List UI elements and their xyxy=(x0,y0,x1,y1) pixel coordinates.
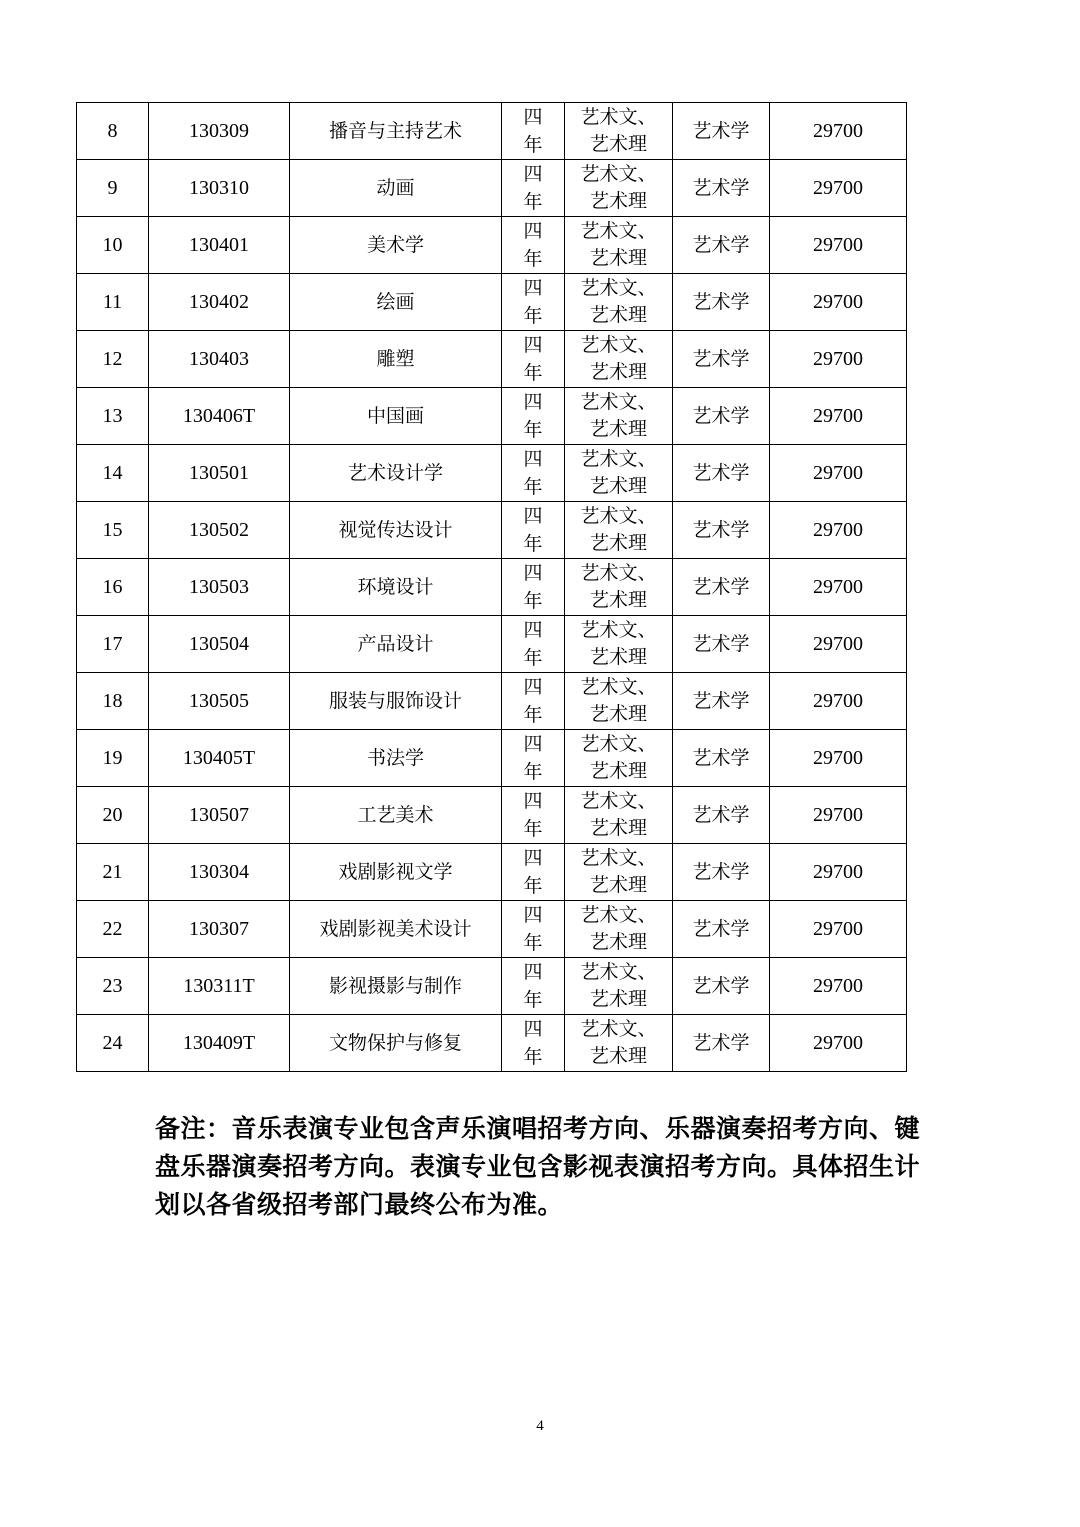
table-row xyxy=(77,445,907,502)
degree-cell: 艺术学 xyxy=(673,217,770,274)
major-code-cell: 130304 xyxy=(149,844,290,901)
subject-category-cell xyxy=(565,331,673,388)
degree-cell: 艺术学 xyxy=(673,616,770,673)
degree-cell: 艺术学 xyxy=(673,388,770,445)
table-row xyxy=(77,1015,907,1072)
duration-line: 年 xyxy=(523,191,543,213)
major-name-cell: 产品设计 xyxy=(290,616,502,673)
major-name-cell: 中国画 xyxy=(290,388,502,445)
duration-line: 年 xyxy=(523,818,543,840)
major-name-cell: 服装与服饰设计 xyxy=(290,673,502,730)
table-row xyxy=(77,217,907,274)
major-name-cell: 书法学 xyxy=(290,730,502,787)
major-code-cell: 130409T xyxy=(149,1015,290,1072)
subject-line: 艺术理 xyxy=(589,247,647,269)
subject-line: 艺术文、 xyxy=(580,106,657,128)
duration-line: 四 xyxy=(523,619,543,641)
tuition-fee-cell: 29700 xyxy=(770,103,907,160)
table-row xyxy=(77,616,907,673)
degree-cell: 艺术学 xyxy=(673,559,770,616)
tuition-fee-cell: 29700 xyxy=(770,502,907,559)
page-number: 4 xyxy=(536,1418,544,1434)
tuition-fee-cell: 29700 xyxy=(770,217,907,274)
duration-line: 四 xyxy=(523,562,543,584)
degree-cell: 艺术学 xyxy=(673,958,770,1015)
duration-line: 年 xyxy=(523,533,543,555)
degree-cell: 艺术学 xyxy=(673,502,770,559)
tuition-fee-cell: 29700 xyxy=(770,787,907,844)
subject-line: 艺术文、 xyxy=(580,505,657,527)
remark-note: 备注：音乐表演专业包含声乐演唱招考方向、乐器演奏招考方向、键盘乐器演奏招考方向。表演专业包含影视表演招考方向。具体招生计划以各省级招考部门最终公布为准。 xyxy=(155,1114,921,1219)
duration-line: 四 xyxy=(523,733,543,755)
subject-line: 艺术理 xyxy=(589,988,647,1010)
duration-line: 年 xyxy=(523,704,543,726)
duration-line: 年 xyxy=(523,875,543,897)
duration-cell xyxy=(502,217,565,274)
major-code-cell: 130405T xyxy=(149,730,290,787)
duration-line: 四 xyxy=(523,505,543,527)
subject-line: 艺术理 xyxy=(589,931,647,953)
duration-line: 年 xyxy=(523,305,543,327)
tuition-fee-cell: 29700 xyxy=(770,331,907,388)
subject-line: 艺术文、 xyxy=(580,277,657,299)
subject-category-cell xyxy=(565,844,673,901)
table-row xyxy=(77,559,907,616)
duration-line: 四 xyxy=(523,847,543,869)
subject-line: 艺术文、 xyxy=(580,847,657,869)
duration-line: 年 xyxy=(523,476,543,498)
duration-cell xyxy=(502,901,565,958)
duration-line: 四 xyxy=(523,277,543,299)
row-number-cell: 14 xyxy=(77,445,149,502)
major-code-cell: 130310 xyxy=(149,160,290,217)
subject-line: 艺术理 xyxy=(589,304,647,326)
duration-line: 四 xyxy=(523,220,543,242)
row-number-cell: 9 xyxy=(77,160,149,217)
major-name-cell: 播音与主持艺术 xyxy=(290,103,502,160)
table-row xyxy=(77,160,907,217)
subject-category-cell xyxy=(565,787,673,844)
row-number-cell: 12 xyxy=(77,331,149,388)
duration-cell xyxy=(502,730,565,787)
major-name-cell: 文物保护与修复 xyxy=(290,1015,502,1072)
subject-line: 艺术文、 xyxy=(580,961,657,983)
duration-cell xyxy=(502,673,565,730)
table-row xyxy=(77,844,907,901)
tuition-fee-cell: 29700 xyxy=(770,673,907,730)
duration-line: 四 xyxy=(523,961,543,983)
duration-cell xyxy=(502,160,565,217)
row-number-cell: 22 xyxy=(77,901,149,958)
duration-cell xyxy=(502,844,565,901)
row-number-cell: 23 xyxy=(77,958,149,1015)
major-code-cell: 130505 xyxy=(149,673,290,730)
table-row xyxy=(77,331,907,388)
row-number-cell: 18 xyxy=(77,673,149,730)
duration-line: 年 xyxy=(523,590,543,612)
degree-cell: 艺术学 xyxy=(673,103,770,160)
duration-cell xyxy=(502,616,565,673)
tuition-fee-cell: 29700 xyxy=(770,559,907,616)
duration-line: 四 xyxy=(523,1018,543,1040)
row-number-cell: 21 xyxy=(77,844,149,901)
subject-category-cell xyxy=(565,160,673,217)
subject-category-cell xyxy=(565,388,673,445)
table-row xyxy=(77,274,907,331)
table-row xyxy=(77,673,907,730)
duration-cell xyxy=(502,502,565,559)
degree-cell: 艺术学 xyxy=(673,673,770,730)
degree-cell: 艺术学 xyxy=(673,274,770,331)
duration-line: 年 xyxy=(523,989,543,1011)
tuition-fee-cell: 29700 xyxy=(770,844,907,901)
major-name-cell: 雕塑 xyxy=(290,331,502,388)
subject-line: 艺术文、 xyxy=(580,334,657,356)
subject-line: 艺术理 xyxy=(589,361,647,383)
tuition-fee-cell: 29700 xyxy=(770,616,907,673)
major-name-cell: 戏剧影视美术设计 xyxy=(290,901,502,958)
major-code-cell: 130402 xyxy=(149,274,290,331)
subject-line: 艺术文、 xyxy=(580,448,657,470)
duration-line: 年 xyxy=(523,362,543,384)
table-row xyxy=(77,388,907,445)
subject-line: 艺术理 xyxy=(589,703,647,725)
subject-category-cell xyxy=(565,616,673,673)
duration-line: 四 xyxy=(523,106,543,128)
subject-line: 艺术理 xyxy=(589,760,647,782)
subject-category-cell xyxy=(565,958,673,1015)
subject-category-cell xyxy=(565,730,673,787)
row-number-cell: 20 xyxy=(77,787,149,844)
duration-line: 四 xyxy=(523,790,543,812)
tuition-fee-cell: 29700 xyxy=(770,730,907,787)
major-code-cell: 130504 xyxy=(149,616,290,673)
duration-cell xyxy=(502,445,565,502)
row-number-cell: 24 xyxy=(77,1015,149,1072)
duration-line: 年 xyxy=(523,647,543,669)
duration-line: 四 xyxy=(523,904,543,926)
tuition-fee-cell: 29700 xyxy=(770,160,907,217)
duration-line: 年 xyxy=(523,761,543,783)
subject-line: 艺术文、 xyxy=(580,562,657,584)
major-code-cell: 130311T xyxy=(149,958,290,1015)
duration-line: 年 xyxy=(523,248,543,270)
duration-cell xyxy=(502,274,565,331)
tuition-fee-cell: 29700 xyxy=(770,901,907,958)
subject-category-cell xyxy=(565,103,673,160)
degree-cell: 艺术学 xyxy=(673,787,770,844)
duration-line: 四 xyxy=(523,391,543,413)
subject-line: 艺术理 xyxy=(589,190,647,212)
major-code-cell: 130403 xyxy=(149,331,290,388)
major-name-cell: 艺术设计学 xyxy=(290,445,502,502)
tuition-fee-cell: 29700 xyxy=(770,274,907,331)
tuition-fee-cell: 29700 xyxy=(770,445,907,502)
major-code-cell: 130307 xyxy=(149,901,290,958)
subject-line: 艺术文、 xyxy=(580,904,657,926)
major-name-cell: 影视摄影与制作 xyxy=(290,958,502,1015)
duration-cell xyxy=(502,103,565,160)
tuition-fee-cell: 29700 xyxy=(770,958,907,1015)
subject-category-cell xyxy=(565,217,673,274)
degree-cell: 艺术学 xyxy=(673,160,770,217)
major-name-cell: 戏剧影视文学 xyxy=(290,844,502,901)
degree-cell: 艺术学 xyxy=(673,331,770,388)
subject-category-cell xyxy=(565,502,673,559)
row-number-cell: 8 xyxy=(77,103,149,160)
duration-cell xyxy=(502,388,565,445)
major-code-cell: 130401 xyxy=(149,217,290,274)
subject-category-cell xyxy=(565,559,673,616)
major-name-cell: 绘画 xyxy=(290,274,502,331)
subject-line: 艺术理 xyxy=(589,418,647,440)
subject-line: 艺术文、 xyxy=(580,1018,657,1040)
majors-table xyxy=(76,102,907,1072)
table-row xyxy=(77,502,907,559)
subject-line: 艺术理 xyxy=(589,817,647,839)
major-code-cell: 130309 xyxy=(149,103,290,160)
major-name-cell: 环境设计 xyxy=(290,559,502,616)
duration-line: 年 xyxy=(523,932,543,954)
subject-line: 艺术理 xyxy=(589,532,647,554)
duration-line: 四 xyxy=(523,163,543,185)
row-number-cell: 15 xyxy=(77,502,149,559)
table-row xyxy=(77,958,907,1015)
subject-category-cell xyxy=(565,901,673,958)
major-code-cell: 130503 xyxy=(149,559,290,616)
subject-line: 艺术理 xyxy=(589,646,647,668)
duration-cell xyxy=(502,787,565,844)
row-number-cell: 10 xyxy=(77,217,149,274)
duration-line: 四 xyxy=(523,334,543,356)
major-name-cell: 视觉传达设计 xyxy=(290,502,502,559)
subject-line: 艺术理 xyxy=(589,1045,647,1067)
subject-line: 艺术文、 xyxy=(580,619,657,641)
duration-line: 四 xyxy=(523,676,543,698)
row-number-cell: 19 xyxy=(77,730,149,787)
degree-cell: 艺术学 xyxy=(673,1015,770,1072)
duration-line: 年 xyxy=(523,419,543,441)
subject-line: 艺术理 xyxy=(589,589,647,611)
major-code-cell: 130501 xyxy=(149,445,290,502)
row-number-cell: 16 xyxy=(77,559,149,616)
table-row xyxy=(77,787,907,844)
subject-line: 艺术文、 xyxy=(580,733,657,755)
subject-line: 艺术文、 xyxy=(580,220,657,242)
duration-cell xyxy=(502,958,565,1015)
row-number-cell: 17 xyxy=(77,616,149,673)
duration-line: 年 xyxy=(523,1046,543,1068)
major-name-cell: 美术学 xyxy=(290,217,502,274)
table-row xyxy=(77,901,907,958)
duration-line: 四 xyxy=(523,448,543,470)
table-row xyxy=(77,103,907,160)
row-number-cell: 13 xyxy=(77,388,149,445)
degree-cell: 艺术学 xyxy=(673,445,770,502)
degree-cell: 艺术学 xyxy=(673,730,770,787)
subject-category-cell xyxy=(565,1015,673,1072)
degree-cell: 艺术学 xyxy=(673,844,770,901)
major-code-cell: 130406T xyxy=(149,388,290,445)
duration-cell xyxy=(502,559,565,616)
subject-line: 艺术理 xyxy=(589,133,647,155)
subject-line: 艺术文、 xyxy=(580,676,657,698)
duration-cell xyxy=(502,1015,565,1072)
degree-cell: 艺术学 xyxy=(673,901,770,958)
table-body xyxy=(77,103,907,1072)
subject-line: 艺术文、 xyxy=(580,391,657,413)
subject-line: 艺术文、 xyxy=(580,163,657,185)
subject-line: 艺术理 xyxy=(589,874,647,896)
subject-line: 艺术文、 xyxy=(580,790,657,812)
subject-category-cell xyxy=(565,673,673,730)
major-name-cell: 工艺美术 xyxy=(290,787,502,844)
subject-category-cell xyxy=(565,445,673,502)
tuition-fee-cell: 29700 xyxy=(770,1015,907,1072)
duration-line: 年 xyxy=(523,134,543,156)
table-row xyxy=(77,730,907,787)
major-name-cell: 动画 xyxy=(290,160,502,217)
subject-category-cell xyxy=(565,274,673,331)
duration-cell xyxy=(502,331,565,388)
tuition-fee-cell: 29700 xyxy=(770,388,907,445)
row-number-cell: 11 xyxy=(77,274,149,331)
subject-line: 艺术理 xyxy=(589,475,647,497)
major-code-cell: 130502 xyxy=(149,502,290,559)
major-code-cell: 130507 xyxy=(149,787,290,844)
